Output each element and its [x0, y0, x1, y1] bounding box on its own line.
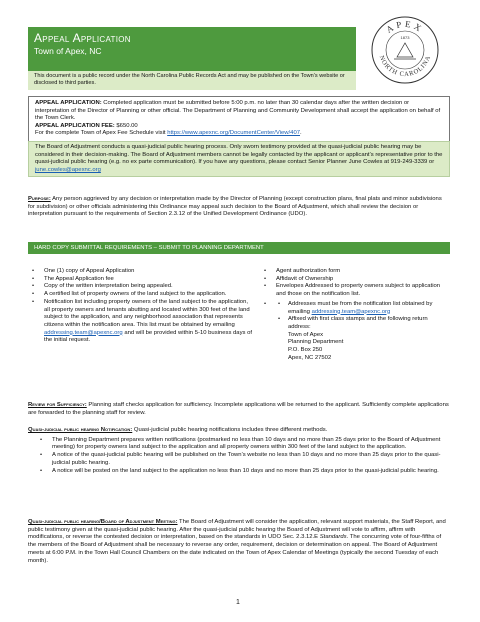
review-heading: Review for Sufficiency:: [28, 402, 87, 408]
seal-bottom-text: NORTH CAROLINA: [377, 54, 433, 79]
list-item: • A notice will be posted on the land subject to the application no less than 10 days and no more than 25 days prior to the quasi-judicial public hearing.: [28, 468, 450, 476]
requirements-list-left: [28, 268, 254, 345]
fee-schedule-text: For the complete Town of Apex Fee Schedule visit: [35, 130, 168, 137]
seal-year: 1873: [400, 35, 410, 40]
list-item: • Notification list including property owners of the land subject to the application, all property owners and tenants abutting and located within 300 feet of the land subject to the application, and any neighborhood association that represents citizens within the notification area. This list must be obtained by emailing addressing.team@apexnc.org and will be provided within 5-10 business days of the initial request.: [28, 299, 254, 345]
seal-top-text: APEX: [384, 18, 426, 35]
application-info-box: APPEAL APPLICATION: Completed application must be submitted before 5:00 p.m. no later than 30 calendar days after the written decision or interpretation of the Director of Planning or other official. The Department of Planning and Community Development shall accept the application on behalf of the Town Clerk. APPEAL APPLICATION FEE: $650.00 For the complete Town of Apex Fee Schedule visit https://www.apexnc.org/DocumentCenter/View/407.: [28, 96, 450, 142]
contact-email-link[interactable]: june.cowles@apexnc.org: [35, 166, 101, 173]
public-record-notice: This document is a public record under the North Carolina Public Records Act and may be published on the Town’s website or disclosed to third parties.: [28, 71, 356, 90]
purpose-heading: Purpose:: [28, 196, 51, 202]
envelope-sublist: [276, 301, 450, 332]
header-banner: [28, 27, 356, 71]
requirements-list-right: [260, 268, 450, 362]
list-item: • Affidavit of Ownership: [260, 276, 450, 284]
addressing-email-link-2[interactable]: addressing.team@apexnc.org: [311, 308, 391, 315]
list-item: • A notice of the quasi-judicial public hearing will be published on the Town’s website no less than 10 days and no more than 25 days prior to the quasi-judicial public hearing.: [28, 452, 450, 467]
fee-label: APPEAL APPLICATION FEE:: [35, 122, 115, 129]
application-label: APPEAL APPLICATION:: [35, 100, 102, 106]
review-text: Planning staff checks application for sufficiency. Incomplete applications will be returned to the applicant. Sufficiently complete applications are forwarded to the planning staff for review.: [28, 402, 449, 416]
envelope-sublist-container: [260, 301, 450, 363]
list-item: • Envelopes Addressed to property owners subject to application and those on the notification list.: [260, 283, 450, 298]
town-seal-logo: [370, 15, 440, 85]
seal-emblem-icon: [397, 43, 413, 57]
return-address: Town of Apex Planning Department P.O. Box 250 Apex, NC 27502: [288, 331, 344, 361]
list-item: • • Addresses must be from the notification list obtained by emailing addressing.team@apexnc.org: [276, 301, 450, 316]
list-item: • A certified list of property owners of the land subject to the application.: [28, 291, 254, 299]
application-text: Completed application must be submitted before 5:00 p.m. no later than 30 calendar days after the written decision or interpretation of the Director of Planning or other official. The Department of Planning and Community Development shall accept the application on behalf of the Town Clerk.: [35, 100, 441, 122]
hearing-info-text: The Board of Adjustment conducts a quasi-judicial public hearing process. Only sworn testimony provided at the quasi-judicial public hearing may be considered in their decision-making. The Board of Adjustment members cannot be legally contacted by the applicant or applicant’s representative prior to the quasi-judicial public hearing (e.g. no ex parte communication). If you have any questions, please contact Senior Planner June Cowles at 919-249-3339 or: [35, 144, 443, 166]
list-item: • The Appeal Application fee: [28, 276, 254, 284]
list-item: • Agent authorization form: [260, 268, 450, 276]
meeting-section: Quasi-judicial public hearing/Board of Adjustment Meeting: The Board of Adjustment will consider the application, relevant support materials, the Staff Report, and public testimony given at the quasi-judicial public hearing. After the quasi-judicial public hearing the Board of Adjustment will vote to affirm, affirm with modifications, or reverse the contested decision or interpretation, based on the standards in UDO Sec. 2.3.12.E Standards. The concurring vote of four-fifths of the members of the Board of Adjustment shall be necessary to reverse any order, requirement, decision or determination on appeal. The Board of Adjustment meets at 6:00 P.M. in the Town Hall Council Chambers on the date indicated on the Town of Apex Calendar of Meetings (typically the second Tuesday of each month).: [28, 519, 446, 564]
notification-heading: Quasi-judicial public hearing Notification:: [28, 427, 133, 433]
page-subtitle: Town of Apex, NC: [34, 46, 102, 56]
notification-section: [28, 427, 450, 475]
list-item: • Affixed with first class stamps and the following return address:: [276, 316, 450, 331]
notification-list: [28, 437, 450, 476]
purpose-section: [28, 196, 450, 219]
page-number: 1: [236, 599, 240, 606]
notification-intro: Quasi-judicial public hearing notifications includes three different methods.: [132, 427, 328, 433]
requirements-heading: HARD COPY SUBMITTAL REQUIREMENTS – SUBMIT TO PLANNING DEPARTMENT: [28, 242, 450, 254]
fee-value: $650.00: [114, 122, 138, 129]
fee-schedule-link[interactable]: https://www.apexnc.org/DocumentCenter/View/407: [167, 130, 301, 137]
addressing-email-link[interactable]: addressing.team@apexnc.org: [44, 329, 123, 336]
list-item: • One (1) copy of Appeal Application: [28, 268, 254, 276]
hearing-info-box: [28, 141, 450, 177]
list-item: • Copy of the written interpretation being appealed.: [28, 283, 254, 291]
meeting-heading: Quasi-judicial public hearing/Board of Adjustment Meeting:: [28, 519, 178, 525]
list-item: • The Planning Department prepares written notifications (postmarked no less than 10 days and no more than 25 days prior to the Board of Adjustment meeting) for property owners land subject to the application and all property owners within 300 feet of the land subject to the application.: [28, 437, 450, 452]
purpose-text: Any person aggrieved by any decision or interpretation made by the Director of Planning (except construction plans, final plats and minor subdivisions for subdivision) or other officials administering this Ordinance may appeal such decision to the Board of Adjustment, which shall review the decision or interpretation pursuant to the requirements of Section 2.3.12 of the Unified Development Ordinance (UDO).: [28, 196, 442, 218]
page-title: Appeal Application: [34, 31, 131, 45]
review-section: [28, 402, 450, 417]
